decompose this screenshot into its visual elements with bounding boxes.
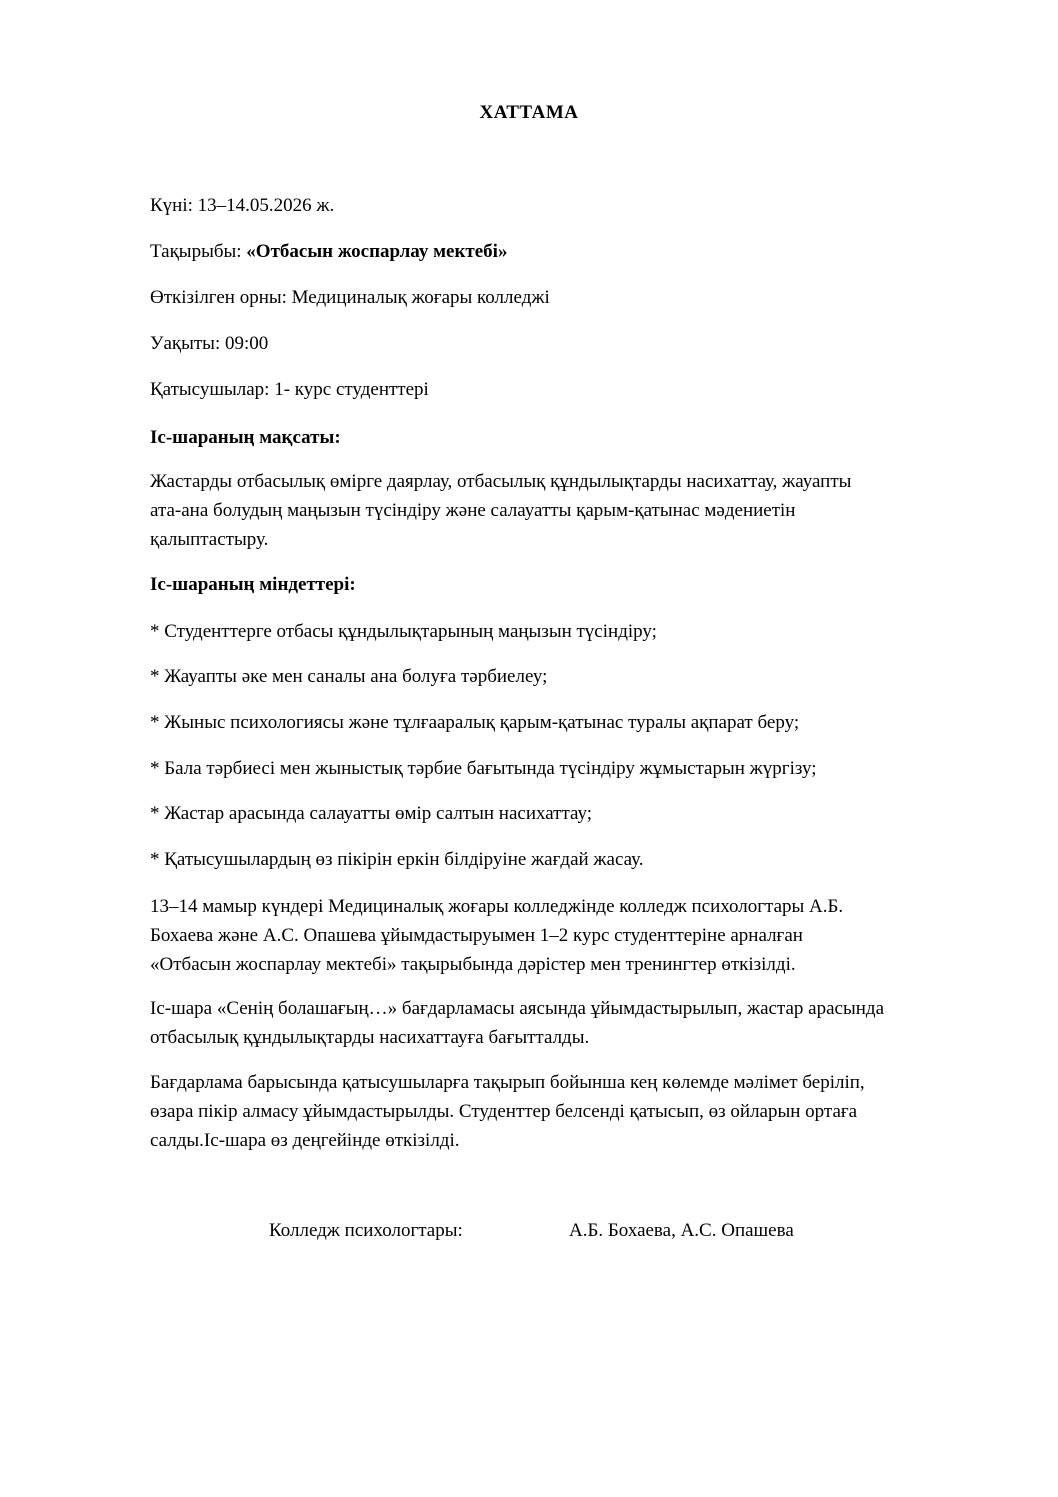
date-value: 13–14.05.2026 ж.	[197, 195, 335, 216]
goal-line: ата-ана болудың маңызын түсіндіру және салауатты қарым-қатынас мәдениетін	[150, 500, 796, 521]
paragraph-line: Бағдарлама барысында қатысушыларға тақырып бойынша кең көлемде мәлімет беріліп,	[150, 1072, 865, 1093]
paragraph-line: салды.Іс-шара өз деңгейінде өткізілді.	[150, 1130, 460, 1151]
signature-names: А.Б. Бохаева, А.С. Опашева	[569, 1220, 794, 1241]
summary-paragraph-1	[150, 892, 982, 979]
task-item: * Жастар арасында салауатты өмір салтын насихаттау;	[150, 803, 593, 824]
venue-label: Өткізілген орны:	[150, 287, 287, 308]
venue-line	[150, 284, 550, 311]
time-value: 09:00	[224, 333, 269, 354]
goal-paragraph	[150, 467, 982, 554]
document-title: ХАТТАМА	[479, 102, 579, 123]
topic-value: «Отбасын жоспарлау мектебі»	[246, 241, 508, 262]
task-item: * Бала тәрбиесі мен жыныстық тәрбие бағытында түсіндіру жұмыстарын жүргізу;	[150, 758, 817, 779]
topic-label: Тақырыбы:	[150, 241, 242, 262]
topic-line	[150, 238, 507, 265]
participants-line	[150, 376, 429, 403]
task-item: * Студенттерге отбасы құндылықтарының маңызын түсіндіру;	[150, 621, 657, 642]
task-item: * Жыныс психологиясы және тұлғааралық қарым-қатынас туралы ақпарат беру;	[150, 712, 800, 733]
goal-line: қалыптастыру.	[150, 529, 269, 550]
summary-paragraph-3	[150, 1068, 982, 1155]
task-item: * Қатысушылардың өз пікірін еркін білдіруіне жағдай жасау.	[150, 849, 644, 870]
paragraph-line: Іс-шара «Сенің болашағың…» бағдарламасы аясында ұйымдастырылып, жастар арасында	[150, 998, 885, 1019]
signature-label: Колледж психологтары:	[269, 1220, 463, 1241]
summary-paragraph-2	[150, 994, 982, 1052]
date-line	[150, 192, 334, 219]
goal-heading: Іс-шараның мақсаты:	[150, 427, 341, 448]
paragraph-line: Бохаева және А.С. Опашева ұйымдастыруымен 1–2 курс студенттеріне арналған	[150, 925, 803, 946]
date-label: Күні:	[150, 195, 193, 216]
goal-line: Жастарды отбасылық өмірге даярлау, отбасылық құндылықтарды насихаттау, жауапты	[150, 471, 852, 492]
participants-label: Қатысушылар:	[150, 379, 270, 400]
task-item: * Жауапты әке мен саналы ана болуға тәрбиелеу;	[150, 666, 548, 687]
paragraph-line: 13–14 мамыр күндері Медициналық жоғары колледжінде колледж психологтары А.Б.	[150, 896, 844, 917]
paragraph-line: отбасылық құндылықтарды насихаттауға бағытталды.	[150, 1027, 590, 1048]
tasks-heading: Іс-шараның міндеттері:	[150, 574, 356, 595]
time-label: Уақыты:	[150, 333, 221, 354]
paragraph-line: өзара пікір алмасу ұйымдастырылды. Студенттер белсенді қатысып, өз ойларын ортаға	[150, 1101, 858, 1122]
time-line	[150, 330, 268, 357]
venue-value: Медициналық жоғары колледжі	[291, 287, 550, 308]
paragraph-line: «Отбасын жоспарлау мектебі» тақырыбында дәрістер мен тренингтер өткізілді.	[150, 954, 796, 975]
participants-value: 1- курс студенттері	[274, 379, 429, 400]
